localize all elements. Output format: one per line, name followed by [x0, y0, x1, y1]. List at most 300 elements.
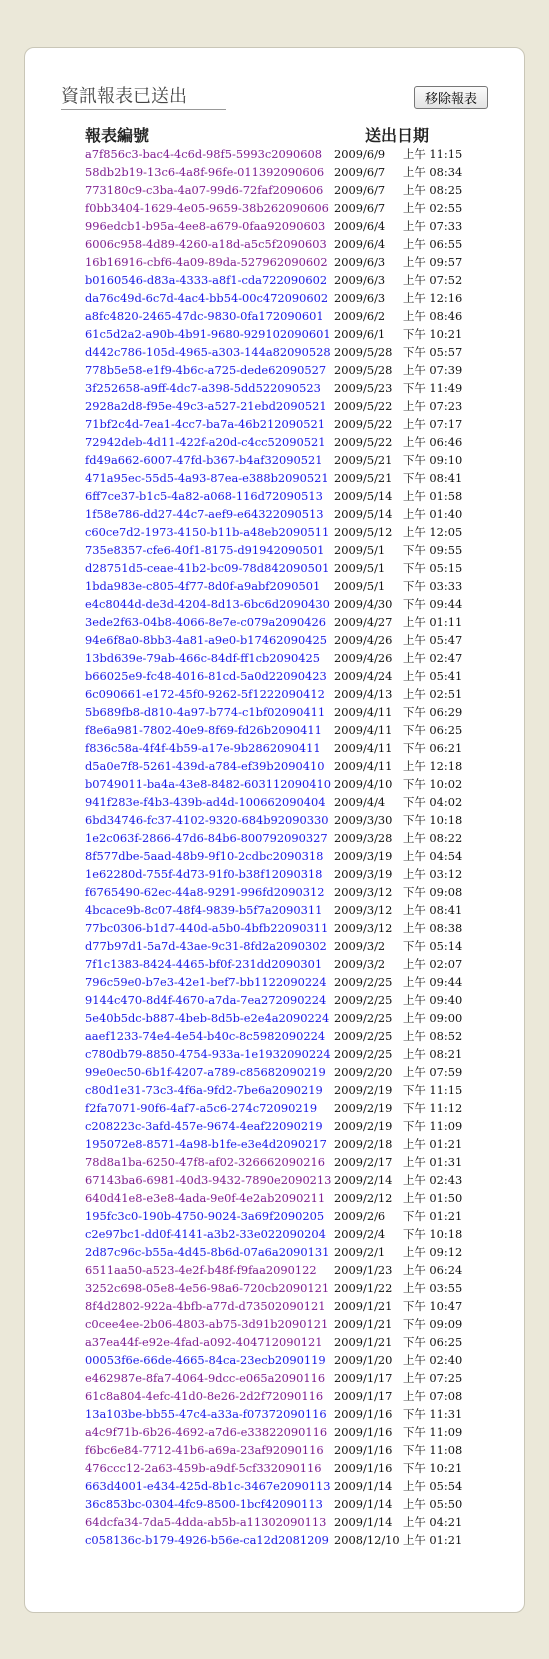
report-id-link[interactable]: a4c9f71b-6b26-4692-a7d6-e33822090116: [85, 1425, 328, 1439]
list-item: [85, 469, 505, 487]
sent-date: 2009/2/4: [334, 1227, 386, 1241]
report-id-link[interactable]: c780db79-8850-4754-933a-1e1932090224: [85, 1047, 331, 1061]
list-item: [85, 613, 505, 631]
sent-time: 下午 05:15: [403, 561, 463, 575]
list-item: [85, 235, 505, 253]
report-id-link[interactable]: 5b689fb8-d810-4a97-b774-c1bf02090411: [85, 705, 326, 719]
report-id-link[interactable]: b0749011-ba4a-43e8-8482-603112090410: [85, 777, 331, 791]
list-item: [85, 1531, 505, 1549]
sent-time: 上午 08:41: [403, 903, 463, 917]
sent-date: 2009/2/17: [334, 1155, 393, 1169]
list-item: [85, 415, 505, 433]
list-item: [85, 649, 505, 667]
sent-time: 上午 02:43: [403, 1173, 463, 1187]
list-item: [85, 1243, 505, 1261]
sent-time: 下午 11:08: [403, 1443, 463, 1457]
sent-date: 2009/6/4: [334, 219, 386, 233]
report-panel: [24, 47, 525, 1613]
sent-time: 下午 10:47: [403, 1299, 463, 1313]
report-id-link[interactable]: f6765490-62ec-44a8-9291-996fd2090312: [85, 885, 325, 899]
sent-time: 下午 11:12: [403, 1101, 463, 1115]
sent-date: 2009/3/2: [334, 939, 386, 953]
sent-date: 2009/2/14: [334, 1173, 393, 1187]
report-id-link[interactable]: 8f577dbe-5aad-48b9-9f10-2cdbc2090318: [85, 849, 324, 863]
report-id-link[interactable]: b66025e9-fc48-4016-81cd-5a0d22090423: [85, 669, 327, 683]
list-item: [85, 541, 505, 559]
sent-date: 2009/4/26: [334, 633, 393, 647]
report-id-link[interactable]: 6bd34746-fc37-4102-9320-684b92090330: [85, 813, 329, 827]
sent-date: 2009/1/17: [334, 1371, 393, 1385]
sent-time: 上午 07:59: [403, 1065, 463, 1079]
report-id-link[interactable]: 1e62280d-755f-4d73-91f0-b38f12090318: [85, 867, 323, 881]
list-item: [85, 379, 505, 397]
report-id-link[interactable]: 58db2b19-13c6-4a8f-96fe-011392090606: [85, 165, 325, 179]
sent-time: 上午 08:34: [403, 165, 463, 179]
list-item: [85, 487, 505, 505]
list-item: [85, 1225, 505, 1243]
sent-date: 2009/4/26: [334, 651, 393, 665]
list-item: [85, 775, 505, 793]
sent-date: 2009/1/21: [334, 1335, 393, 1349]
report-id-link[interactable]: 72942deb-4d11-422f-a20d-c4cc52090521: [85, 435, 326, 449]
report-id-link[interactable]: 6511aa50-a523-4e2f-b48f-f9faa2090122: [85, 1263, 317, 1277]
list-item: [85, 505, 505, 523]
sent-date: 2009/5/23: [334, 381, 393, 395]
sent-date: 2009/2/1: [334, 1245, 386, 1259]
sent-time: 下午 04:02: [403, 795, 463, 809]
sent-date: 2009/4/27: [334, 615, 393, 629]
report-id-link[interactable]: 1f58e786-dd27-44c7-aef9-e64322090513: [85, 507, 324, 521]
sent-time: 上午 09:12: [403, 1245, 463, 1259]
sent-time: 上午 01:21: [403, 1137, 463, 1151]
list-item: [85, 1207, 505, 1225]
report-id-link[interactable]: 6006c958-4d89-4260-a18d-a5c5f2090603: [85, 237, 327, 251]
report-id-link[interactable]: 99e0ec50-6b1f-4207-a789-c85682090219: [85, 1065, 326, 1079]
sent-date: 2009/1/21: [334, 1299, 393, 1313]
report-id-link[interactable]: 61c5d2a2-a90b-4b91-9680-929102090601: [85, 327, 331, 341]
list-item: [85, 1045, 505, 1063]
report-id-link[interactable]: f8e6a981-7802-40e9-8f69-fd26b2090411: [85, 723, 322, 737]
sent-time: 上午 08:52: [403, 1029, 463, 1043]
sent-time: 上午 12:05: [403, 525, 463, 539]
report-id-link[interactable]: 195fc3c0-190b-4750-9024-3a69f2090205: [85, 1209, 325, 1223]
sent-time: 下午 06:29: [403, 705, 463, 719]
sent-date: 2009/6/3: [334, 291, 386, 305]
list-item: [85, 1351, 505, 1369]
sent-time: 上午 02:40: [403, 1353, 463, 1367]
sent-date: 2009/1/20: [334, 1353, 393, 1367]
list-item: [85, 955, 505, 973]
list-item: [85, 883, 505, 901]
list-item: [85, 937, 505, 955]
list-item: [85, 325, 505, 343]
list-item: [85, 865, 505, 883]
sent-time: 上午 05:41: [403, 669, 463, 683]
report-id-link[interactable]: 16b16916-cbf6-4a09-89da-527962090602: [85, 255, 328, 269]
sent-time: 下午 11:15: [403, 1083, 463, 1097]
report-id-link[interactable]: 13a103be-bb55-47c4-a33a-f07372090116: [85, 1407, 327, 1421]
list-item: [85, 1063, 505, 1081]
report-id-link[interactable]: 67143ba6-6981-40d3-9432-7890e2090213: [85, 1173, 332, 1187]
report-id-link[interactable]: e4c8044d-de3d-4204-8d13-6bc6d2090430: [85, 597, 330, 611]
sent-time: 上午 08:38: [403, 921, 463, 935]
report-id-link[interactable]: 77bc0306-b1d7-440d-a5b0-4bfb22090311: [85, 921, 329, 935]
sent-time: 上午 07:17: [403, 417, 463, 431]
sent-time: 上午 02:07: [403, 957, 463, 971]
report-id-link[interactable]: 471a95ec-55d5-4a93-87ea-e388b2090521: [85, 471, 329, 485]
sent-date: 2009/2/19: [334, 1083, 393, 1097]
sent-date: 2009/1/21: [334, 1317, 393, 1331]
sent-date: 2009/2/25: [334, 975, 393, 989]
sent-date: 2008/12/10: [334, 1533, 400, 1547]
sent-time: 上午 06:46: [403, 435, 463, 449]
report-id-link[interactable]: 1e2c063f-2866-47d6-84b6-800792090327: [85, 831, 328, 845]
sent-date: 2009/5/1: [334, 561, 386, 575]
report-id-link[interactable]: 5e40b5dc-b887-4beb-8d5b-e2e4a2090224: [85, 1011, 330, 1025]
list-item: [85, 901, 505, 919]
list-item: [85, 757, 505, 775]
sent-time: 下午 09:08: [403, 885, 463, 899]
sent-date: 2009/5/22: [334, 435, 393, 449]
sent-date: 2009/3/19: [334, 867, 393, 881]
report-id-link[interactable]: 2d87c96c-b55a-4d45-8b6d-07a6a2090131: [85, 1245, 330, 1259]
list-item: [85, 523, 505, 541]
sent-time: 下午 06:21: [403, 741, 463, 755]
list-item: [85, 631, 505, 649]
sent-time: 上午 09:57: [403, 255, 463, 269]
sent-time: 上午 07:23: [403, 399, 463, 413]
list-item: [85, 829, 505, 847]
report-id-link[interactable]: 476ccc12-2a63-459b-a9df-5cf332090116: [85, 1461, 322, 1475]
sent-time: 上午 07:08: [403, 1389, 463, 1403]
sent-time: 上午 04:54: [403, 849, 463, 863]
report-id-link[interactable]: 64dcfa34-7da5-4dda-ab5b-a11302090113: [85, 1515, 327, 1529]
sent-date: 2009/3/28: [334, 831, 393, 845]
sent-date: 2009/6/3: [334, 273, 386, 287]
report-id-link[interactable]: 773180c9-c3ba-4a07-99d6-72faf2090606: [85, 183, 324, 197]
sent-time: 上午 01:58: [403, 489, 463, 503]
report-id-link[interactable]: 3f252658-a9ff-4dc7-a398-5dd522090523: [85, 381, 321, 395]
sent-time: 下午 10:21: [403, 327, 463, 341]
sent-date: 2009/2/25: [334, 993, 393, 1007]
sent-time: 下午 11:49: [403, 381, 463, 395]
sent-date: 2009/4/11: [334, 759, 393, 773]
report-id-link[interactable]: aaef1233-74e4-4e54-b40c-8c5982090224: [85, 1029, 326, 1043]
list-item: [85, 361, 505, 379]
report-id-link[interactable]: 7f1c1383-8424-4465-bf0f-231dd2090301: [85, 957, 323, 971]
list-item: [85, 1423, 505, 1441]
sent-time: 下午 09:55: [403, 543, 463, 557]
report-id-link[interactable]: a37ea44f-e92e-4fad-a092-404712090121: [85, 1335, 323, 1349]
sent-date: 2009/6/3: [334, 255, 386, 269]
report-id-link[interactable]: 1bda983e-c805-4f77-8d0f-a9abf2090501: [85, 579, 321, 593]
report-id-link[interactable]: 94e6f8a0-8bb3-4a81-a9e0-b17462090425: [85, 633, 328, 647]
sent-time: 下午 05:14: [403, 939, 463, 953]
sent-time: 上午 01:21: [403, 1533, 463, 1547]
list-item: [85, 847, 505, 865]
sent-date: 2009/5/21: [334, 453, 393, 467]
sent-time: 下午 09:44: [403, 597, 463, 611]
list-item: [85, 1081, 505, 1099]
report-id-link[interactable]: a7f856c3-bac4-4c6d-98f5-5993c2090608: [85, 147, 322, 161]
sent-time: 上午 08:21: [403, 1047, 463, 1061]
sent-date: 2009/5/14: [334, 489, 393, 503]
report-id-link[interactable]: c208223c-3afd-457e-9674-4eaf22090219: [85, 1119, 323, 1133]
sent-date: 2009/1/23: [334, 1263, 393, 1277]
sent-date: 2009/2/20: [334, 1065, 393, 1079]
report-id-link[interactable]: 6ff7ce37-b1c5-4a82-a068-116d72090513: [85, 489, 323, 503]
report-id-link[interactable]: 8f4d2802-922a-4bfb-a77d-d73502090121: [85, 1299, 326, 1313]
sent-time: 上午 11:15: [403, 147, 463, 161]
report-id-link[interactable]: c80d1e31-73c3-4f6a-9fd2-7be6a2090219: [85, 1083, 323, 1097]
list-item: [85, 1153, 505, 1171]
sent-date: 2009/1/16: [334, 1407, 393, 1421]
sent-date: 2009/5/12: [334, 525, 393, 539]
sent-date: 2009/4/10: [334, 777, 393, 791]
sent-date: 2009/1/16: [334, 1461, 393, 1475]
sent-time: 上午 05:47: [403, 633, 463, 647]
sent-date: 2009/2/25: [334, 1011, 393, 1025]
report-id-link[interactable]: 663d4001-e434-425d-8b1c-3467e2090113: [85, 1479, 331, 1493]
list-item: [85, 397, 505, 415]
report-id-link[interactable]: c058136c-b179-4926-b56e-ca12d2081209: [85, 1533, 329, 1547]
sent-time: 上午 09:44: [403, 975, 463, 989]
column-header-report-id: 報表編號: [85, 126, 150, 145]
report-id-link[interactable]: 778b5e58-e1f9-4b6c-a725-dede62090527: [85, 363, 327, 377]
list-item: [85, 703, 505, 721]
sent-date: 2009/6/7: [334, 201, 386, 215]
sent-time: 上午 09:40: [403, 993, 463, 1007]
report-id-link[interactable]: 9144c470-8d4f-4670-a7da-7ea272090224: [85, 993, 327, 1007]
report-id-link[interactable]: 78d8a1ba-6250-47f8-af02-326662090216: [85, 1155, 325, 1169]
report-id-link[interactable]: 3252c698-05e8-4e56-98a6-720cb2090121: [85, 1281, 330, 1295]
sent-time: 上午 02:55: [403, 201, 463, 215]
sent-date: 2009/4/13: [334, 687, 393, 701]
report-id-link[interactable]: 36c853bc-0304-4fc9-8500-1bcf42090113: [85, 1497, 323, 1511]
list-item: [85, 667, 505, 685]
report-id-link[interactable]: 71bf2c4d-7ea1-4cc7-ba7a-46b212090521: [85, 417, 325, 431]
report-id-link[interactable]: e462987e-8fa7-4064-9dcc-e065a2090116: [85, 1371, 326, 1385]
list-item: [85, 1297, 505, 1315]
list-item: [85, 739, 505, 757]
list-item: [85, 811, 505, 829]
list-item: [85, 145, 505, 163]
sent-time: 上午 02:51: [403, 687, 463, 701]
sent-date: 2009/5/22: [334, 417, 393, 431]
sent-date: 2009/4/11: [334, 705, 393, 719]
sent-time: 下午 10:18: [403, 1227, 463, 1241]
sent-date: 2009/1/14: [334, 1479, 393, 1493]
report-id-link[interactable]: da76c49d-6c7d-4ac4-bb54-00c472090602: [85, 291, 329, 305]
list-item: [85, 559, 505, 577]
sent-time: 下午 10:18: [403, 813, 463, 827]
report-id-link[interactable]: 640d41e8-e3e8-4ada-9e0f-4e2ab2090211: [85, 1191, 326, 1205]
sent-date: 2009/1/16: [334, 1425, 393, 1439]
sent-time: 上午 08:22: [403, 831, 463, 845]
sent-time: 上午 03:55: [403, 1281, 463, 1295]
sent-date: 2009/5/1: [334, 579, 386, 593]
list-item: [85, 1135, 505, 1153]
report-id-link[interactable]: 195072e8-8571-4a98-b1fe-e3e4d2090217: [85, 1137, 327, 1151]
sent-time: 上午 02:47: [403, 651, 463, 665]
report-id-link[interactable]: 996edcb1-b95a-4ee8-a679-0faa92090603: [85, 219, 326, 233]
list-item: [85, 919, 505, 937]
list-item: [85, 1495, 505, 1513]
report-id-link[interactable]: 13bd639e-79ab-466c-84df-ff1cb2090425: [85, 651, 320, 665]
list-item: [85, 289, 505, 307]
report-id-link[interactable]: c0cee4ee-2b06-4803-ab75-3d91b2090121: [85, 1317, 329, 1331]
report-list: [85, 145, 505, 1549]
sent-time: 上午 08:25: [403, 183, 463, 197]
report-id-link[interactable]: f836c58a-4f4f-4b59-a17e-9b2862090411: [85, 741, 321, 755]
report-id-link[interactable]: d28751d5-ceae-41b2-bc09-78d842090501: [85, 561, 330, 575]
sent-date: 2009/1/14: [334, 1497, 393, 1511]
report-id-link[interactable]: d5a0e7f8-5261-439d-a784-ef39b2090410: [85, 759, 325, 773]
report-id-link[interactable]: f6bc6e84-7712-41b6-a69a-23af92090116: [85, 1443, 324, 1457]
sent-time: 下午 11:09: [403, 1119, 463, 1133]
sent-date: 2009/5/21: [334, 471, 393, 485]
report-id-link[interactable]: a8fc4820-2465-47dc-9830-0fa172090601: [85, 309, 324, 323]
list-item: [85, 1441, 505, 1459]
list-item: [85, 217, 505, 235]
sent-date: 2009/2/18: [334, 1137, 393, 1151]
sent-time: 上午 12:16: [403, 291, 463, 305]
sent-date: 2009/3/12: [334, 903, 393, 917]
sent-date: 2009/4/30: [334, 597, 393, 611]
report-id-link[interactable]: c60ce7d2-1973-4150-b11b-a48eb2090511: [85, 525, 330, 539]
sent-time: 下午 08:41: [403, 471, 463, 485]
list-item: [85, 271, 505, 289]
sent-date: 2009/4/4: [334, 795, 386, 809]
report-id-link[interactable]: 3ede2f63-04b8-4066-8e7e-c079a2090426: [85, 615, 327, 629]
sent-date: 2009/6/7: [334, 183, 386, 197]
sent-time: 上午 05:54: [403, 1479, 463, 1493]
report-id-link[interactable]: 6c090661-e172-45f0-9262-5f1222090412: [85, 687, 325, 701]
sent-date: 2009/4/11: [334, 723, 393, 737]
sent-time: 上午 03:12: [403, 867, 463, 881]
sent-time: 上午 07:33: [403, 219, 463, 233]
page-title: 資訊報表已送出: [61, 86, 226, 110]
list-item: [85, 199, 505, 217]
list-item: [85, 1009, 505, 1027]
sent-date: 2009/3/12: [334, 921, 393, 935]
list-item: [85, 163, 505, 181]
column-header-sent-date: 送出日期: [365, 126, 430, 145]
sent-date: 2009/5/28: [334, 363, 393, 377]
sent-time: 上午 07:25: [403, 1371, 463, 1385]
sent-time: 下午 11:31: [403, 1407, 463, 1421]
report-id-link[interactable]: 735e8357-cfe6-40f1-8175-d91942090501: [85, 543, 325, 557]
sent-time: 上午 05:50: [403, 1497, 463, 1511]
report-id-link[interactable]: 00053f6e-66de-4665-84ca-23ecb2090119: [85, 1353, 326, 1367]
list-item: [85, 793, 505, 811]
sent-date: 2009/3/19: [334, 849, 393, 863]
sent-date: 2009/3/12: [334, 885, 393, 899]
sent-time: 下午 01:21: [403, 1209, 463, 1223]
list-item: [85, 451, 505, 469]
sent-date: 2009/6/1: [334, 327, 386, 341]
sent-date: 2009/1/14: [334, 1515, 393, 1529]
list-item: [85, 343, 505, 361]
sent-date: 2009/1/22: [334, 1281, 393, 1295]
sent-time: 上午 01:11: [403, 615, 463, 629]
report-id-link[interactable]: b0160546-d83a-4333-a8f1-cda722090602: [85, 273, 328, 287]
sent-time: 下午 06:25: [403, 723, 463, 737]
sent-date: 2009/3/2: [334, 957, 386, 971]
sent-time: 上午 01:40: [403, 507, 463, 521]
sent-time: 下午 10:02: [403, 777, 463, 791]
sent-date: 2009/2/25: [334, 1047, 393, 1061]
remove-report-button[interactable]: 移除報表: [414, 86, 488, 109]
sent-time: 上午 08:46: [403, 309, 463, 323]
list-item: [85, 1279, 505, 1297]
report-id-link[interactable]: d442c786-105d-4965-a303-144a82090528: [85, 345, 331, 359]
sent-time: 下午 11:09: [403, 1425, 463, 1439]
report-id-link[interactable]: f2fa7071-90f6-4af7-a5c6-274c72090219: [85, 1101, 318, 1115]
sent-time: 下午 05:57: [403, 345, 463, 359]
sent-date: 2009/2/19: [334, 1119, 393, 1133]
report-id-link[interactable]: d77b97d1-5a7d-43ae-9c31-8fd2a2090302: [85, 939, 327, 953]
sent-time: 上午 09:00: [403, 1011, 463, 1025]
list-item: [85, 1513, 505, 1531]
sent-time: 下午 06:25: [403, 1335, 463, 1349]
report-id-link[interactable]: 941f283e-f4b3-439b-ad4d-100662090404: [85, 795, 326, 809]
list-item: [85, 1099, 505, 1117]
sent-time: 下午 09:09: [403, 1317, 463, 1331]
sent-date: 2009/6/4: [334, 237, 386, 251]
list-item: [85, 1369, 505, 1387]
sent-date: 2009/6/2: [334, 309, 386, 323]
list-item: [85, 577, 505, 595]
list-item: [85, 685, 505, 703]
report-id-link[interactable]: 796c59e0-b7e3-42e1-bef7-bb1122090224: [85, 975, 327, 989]
sent-date: 2009/2/25: [334, 1029, 393, 1043]
report-id-link[interactable]: 2928a2d8-f95e-49c3-a527-21ebd2090521: [85, 399, 327, 413]
sent-date: 2009/3/30: [334, 813, 393, 827]
sent-date: 2009/1/16: [334, 1443, 393, 1457]
sent-date: 2009/5/1: [334, 543, 386, 557]
sent-time: 下午 10:21: [403, 1461, 463, 1475]
sent-time: 下午 09:10: [403, 453, 463, 467]
sent-date: 2009/2/6: [334, 1209, 386, 1223]
report-id-link[interactable]: 4bcace9b-8c07-48f4-9839-b5f7a2090311: [85, 903, 323, 917]
report-id-link[interactable]: c2e97bc1-dd0f-4141-a3b2-33e022090204: [85, 1227, 326, 1241]
list-item: [85, 721, 505, 739]
report-id-link[interactable]: 61c8a804-4efc-41d0-8e26-2d2f72090116: [85, 1389, 324, 1403]
list-item: [85, 1387, 505, 1405]
list-item: [85, 1477, 505, 1495]
list-item: [85, 433, 505, 451]
list-item: [85, 1027, 505, 1045]
sent-time: 下午 03:33: [403, 579, 463, 593]
list-item: [85, 1189, 505, 1207]
sent-date: 2009/2/19: [334, 1101, 393, 1115]
sent-time: 上午 06:24: [403, 1263, 463, 1277]
report-id-link[interactable]: fd49a662-6007-47fd-b367-b4af32090521: [85, 453, 323, 467]
sent-time: 上午 01:31: [403, 1155, 463, 1169]
report-id-link[interactable]: f0bb3404-1629-4e05-9659-38b262090606: [85, 201, 329, 215]
sent-date: 2009/5/28: [334, 345, 393, 359]
sent-date: 2009/5/14: [334, 507, 393, 521]
sent-date: 2009/1/17: [334, 1389, 393, 1403]
list-item: [85, 595, 505, 613]
sent-time: 上午 07:39: [403, 363, 463, 377]
list-item: [85, 307, 505, 325]
list-item: [85, 991, 505, 1009]
sent-date: 2009/4/11: [334, 741, 393, 755]
sent-time: 上午 01:50: [403, 1191, 463, 1205]
list-item: [85, 1171, 505, 1189]
